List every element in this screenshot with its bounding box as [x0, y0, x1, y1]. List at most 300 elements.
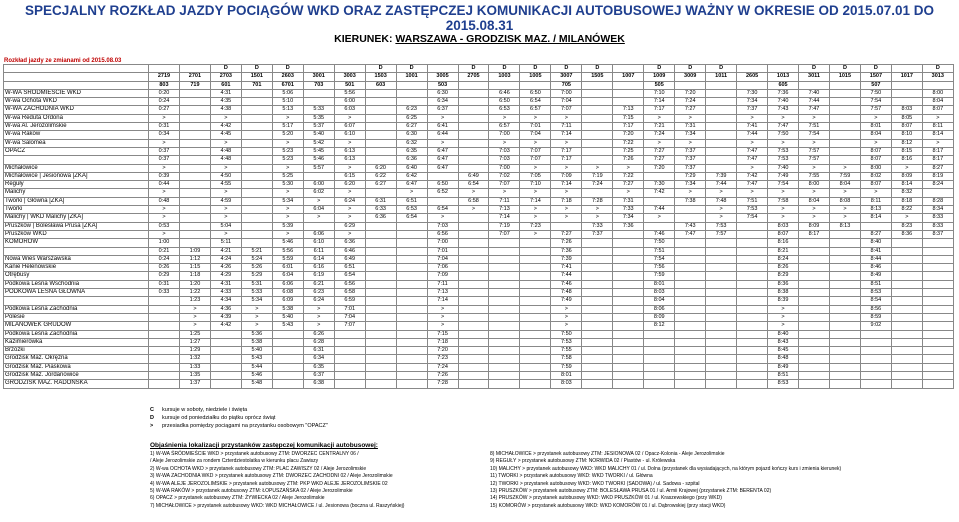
time-cell [365, 347, 396, 355]
time-cell: > [272, 164, 303, 172]
time-cell: 6:47 [427, 164, 458, 172]
time-cell [489, 305, 520, 313]
time-cell: 7:57 [799, 156, 830, 164]
time-cell [891, 305, 922, 313]
time-cell: 2603 [272, 73, 303, 81]
time-cell [210, 371, 241, 379]
time-cell: 6:25 [396, 114, 427, 122]
time-cell [582, 255, 613, 263]
time-cell: 7:09 [551, 172, 582, 180]
time-cell [922, 247, 953, 255]
time-cell: 5:31 [241, 280, 272, 288]
time-cell: 7:19 [489, 222, 520, 230]
time-cell [706, 338, 737, 346]
time-cell: 8:28 [922, 197, 953, 205]
time-cell [799, 81, 830, 89]
time-cell: > [241, 313, 272, 321]
time-cell: 6:24 [334, 197, 365, 205]
time-cell: 8:02 [860, 172, 891, 180]
table-row [4, 371, 954, 379]
time-cell [706, 139, 737, 147]
time-cell: 8:17 [799, 230, 830, 238]
time-cell: 5:04 [210, 222, 241, 230]
time-cell: > [334, 164, 365, 172]
legend [150, 406, 328, 430]
time-cell: 5:34 [272, 197, 303, 205]
time-cell [365, 371, 396, 379]
time-cell [582, 272, 613, 280]
time-cell: D [365, 65, 396, 73]
time-cell [675, 239, 706, 247]
time-cell: > [829, 164, 860, 172]
time-cell [365, 297, 396, 305]
station-name: KOMORÓW [4, 239, 149, 247]
time-cell [613, 89, 644, 97]
time-cell [922, 338, 953, 346]
time-cell [737, 65, 768, 73]
table-row [4, 164, 954, 172]
time-cell [675, 247, 706, 255]
table-row [4, 206, 954, 214]
route-subtitle [0, 33, 959, 46]
time-cell: 7:07 [489, 181, 520, 189]
time-cell [489, 289, 520, 297]
day-marker-row [4, 65, 954, 73]
time-cell: 6:56 [427, 230, 458, 238]
time-cell: 8:43 [768, 338, 799, 346]
time-cell [799, 264, 830, 272]
time-cell [520, 363, 551, 371]
time-cell: 6:30 [396, 131, 427, 139]
station-name: Reguły [4, 181, 149, 189]
time-cell [644, 347, 675, 355]
time-cell: 0:37 [149, 147, 180, 155]
time-cell: 0:21 [149, 247, 180, 255]
time-cell [922, 189, 953, 197]
time-cell [582, 355, 613, 363]
time-cell: 6:36 [396, 156, 427, 164]
time-cell: 1:29 [179, 347, 210, 355]
time-cell [922, 297, 953, 305]
time-cell: 7:48 [706, 197, 737, 205]
time-cell [829, 272, 860, 280]
time-cell: 1501 [241, 73, 272, 81]
time-cell: 8:23 [891, 222, 922, 230]
notes-title: Objaśnienia lokalizacji przystanków zastępczej komunikacji autobusowej: [150, 442, 378, 449]
time-cell: > [149, 214, 180, 222]
time-cell [241, 172, 272, 180]
time-cell [675, 355, 706, 363]
time-cell [706, 380, 737, 388]
time-cell: 505 [644, 81, 675, 89]
time-cell: 8:09 [644, 313, 675, 321]
time-cell: 7:53 [706, 222, 737, 230]
time-cell: 8:12 [644, 322, 675, 330]
time-cell [582, 81, 613, 89]
time-cell [427, 65, 458, 73]
time-cell [458, 305, 489, 313]
time-cell [179, 189, 210, 197]
time-cell: 7:24 [427, 363, 458, 371]
time-cell [613, 247, 644, 255]
time-cell: 8:46 [860, 264, 891, 272]
time-cell [396, 222, 427, 230]
time-cell: 8:45 [768, 347, 799, 355]
time-cell: 7:49 [768, 172, 799, 180]
time-cell: 7:55 [799, 172, 830, 180]
time-cell: 8:36 [891, 230, 922, 238]
time-cell [241, 197, 272, 205]
time-cell [829, 239, 860, 247]
time-cell: 0:31 [149, 123, 180, 131]
time-cell [613, 297, 644, 305]
note-line: 1) W-WA ŚRÓDMIEŚCIE WKD > przystanek autobusowy ZTM: DWORZEC CENTRALNY 06 / [150, 451, 359, 457]
time-cell: 7:46 [551, 280, 582, 288]
time-cell: 8:03 [891, 106, 922, 114]
table-row [4, 172, 954, 180]
time-cell [613, 255, 644, 263]
time-cell: 6:47 [427, 147, 458, 155]
time-cell: 2719 [149, 73, 180, 81]
time-cell [799, 305, 830, 313]
time-cell [458, 380, 489, 388]
time-cell [891, 347, 922, 355]
time-cell [675, 363, 706, 371]
time-cell [241, 131, 272, 139]
time-cell [520, 322, 551, 330]
time-cell [860, 330, 891, 338]
legend-item [150, 414, 328, 422]
time-cell: 4:24 [210, 255, 241, 263]
time-cell: 8:01 [551, 371, 582, 379]
time-cell [582, 280, 613, 288]
time-cell [799, 371, 830, 379]
time-cell: 4:36 [210, 305, 241, 313]
time-cell: 507 [860, 81, 891, 89]
time-cell: 6:35 [303, 363, 334, 371]
time-cell: 6:38 [303, 380, 334, 388]
time-cell: 7:13 [489, 206, 520, 214]
time-cell [829, 313, 860, 321]
time-cell [458, 81, 489, 89]
course-number-row [4, 81, 954, 89]
time-cell: 7:18 [551, 197, 582, 205]
time-cell: 7:06 [427, 264, 458, 272]
time-cell [922, 280, 953, 288]
table-row [4, 305, 954, 313]
time-cell [582, 114, 613, 122]
time-cell: > [149, 189, 180, 197]
time-cell [737, 305, 768, 313]
time-cell [179, 106, 210, 114]
time-cell [922, 371, 953, 379]
time-cell [737, 371, 768, 379]
time-cell [396, 322, 427, 330]
time-cell: 7:36 [551, 247, 582, 255]
time-cell: 7:47 [737, 181, 768, 189]
time-cell: 6:11 [303, 247, 334, 255]
time-cell: 8:04 [799, 197, 830, 205]
time-cell: 5:35 [303, 114, 334, 122]
time-cell [737, 380, 768, 388]
time-cell [829, 156, 860, 164]
time-cell [241, 164, 272, 172]
time-cell [891, 313, 922, 321]
time-cell: > [149, 114, 180, 122]
time-cell [829, 355, 860, 363]
time-cell: 8:53 [768, 380, 799, 388]
time-cell [272, 347, 303, 355]
time-cell: 6:53 [489, 106, 520, 114]
time-cell: 7:27 [613, 181, 644, 189]
time-cell: 6:33 [365, 206, 396, 214]
time-cell: 7:24 [582, 181, 613, 189]
time-cell: 1:20 [179, 280, 210, 288]
time-cell: 7:44 [644, 206, 675, 214]
time-cell: 8:01 [860, 123, 891, 131]
time-cell [799, 272, 830, 280]
time-cell [860, 338, 891, 346]
time-cell: 5:37 [303, 123, 334, 131]
station-name: Michałowice [4, 164, 149, 172]
time-cell: 7:39 [551, 255, 582, 263]
table-row [4, 330, 954, 338]
time-cell [520, 289, 551, 297]
time-cell: > [334, 214, 365, 222]
time-cell: 701 [241, 81, 272, 89]
time-cell: 5:13 [272, 106, 303, 114]
time-cell: 8:01 [644, 280, 675, 288]
time-cell: 7:42 [737, 172, 768, 180]
time-cell: 8:40 [768, 330, 799, 338]
time-cell [860, 222, 891, 230]
time-cell: > [272, 206, 303, 214]
time-cell: > [551, 214, 582, 222]
time-cell [829, 255, 860, 263]
time-cell [922, 355, 953, 363]
time-cell: 2605 [737, 73, 768, 81]
time-cell: 8:00 [799, 181, 830, 189]
time-cell: 7:04 [334, 313, 365, 321]
time-cell: 8:16 [891, 156, 922, 164]
time-cell: 6:42 [396, 172, 427, 180]
time-cell [365, 139, 396, 147]
time-cell [365, 264, 396, 272]
time-cell [489, 371, 520, 379]
time-cell: 6:51 [396, 197, 427, 205]
time-cell: > [241, 322, 272, 330]
time-cell: 6:54 [427, 206, 458, 214]
time-cell: > [829, 206, 860, 214]
time-cell: > [427, 139, 458, 147]
time-cell [396, 371, 427, 379]
time-cell: 1011 [706, 73, 737, 81]
time-cell [582, 289, 613, 297]
time-cell: 705 [551, 81, 582, 89]
time-cell [675, 338, 706, 346]
note-line: 2) W-wa OCHOTA WKD > przystanek autobusowy ZTM: PLAC ZAWISZY 02 / Aleje Jerozolimskie [150, 465, 367, 472]
time-cell [149, 322, 180, 330]
time-cell: 8:07 [860, 181, 891, 189]
time-cell [706, 264, 737, 272]
table-row [4, 106, 954, 114]
time-cell [179, 123, 210, 131]
time-cell [458, 239, 489, 247]
time-cell: > [427, 214, 458, 222]
time-cell: > [613, 164, 644, 172]
time-cell: 5:38 [272, 305, 303, 313]
time-cell [365, 106, 396, 114]
time-cell: D [210, 65, 241, 73]
time-cell: > [427, 313, 458, 321]
time-cell [334, 330, 365, 338]
time-cell: 6:36 [365, 214, 396, 222]
time-cell: > [334, 189, 365, 197]
time-cell [520, 330, 551, 338]
time-cell: 7:42 [644, 189, 675, 197]
station-name [4, 65, 149, 73]
time-cell [582, 264, 613, 272]
time-cell [520, 313, 551, 321]
time-cell: 603 [365, 81, 396, 89]
table-row [4, 139, 954, 147]
time-cell [829, 305, 860, 313]
time-cell: 6:27 [396, 123, 427, 131]
time-cell [706, 363, 737, 371]
time-cell [922, 272, 953, 280]
time-cell [706, 280, 737, 288]
note-line: 9) REGUŁY > przystanek autobusowy ZTM: NORWIDA 02 / Piastów - ul. Królewska [490, 458, 676, 465]
time-cell [365, 147, 396, 155]
time-cell [303, 89, 334, 97]
time-cell [829, 264, 860, 272]
time-cell [458, 338, 489, 346]
time-cell [922, 255, 953, 263]
time-cell: > [489, 139, 520, 147]
time-cell [706, 98, 737, 106]
legend-item [150, 422, 328, 430]
time-cell: 5:43 [241, 355, 272, 363]
time-cell: 7:17 [613, 123, 644, 131]
time-cell: 503 [427, 81, 458, 89]
time-cell: 6:23 [303, 289, 334, 297]
time-cell [675, 255, 706, 263]
time-cell: 7:37 [737, 106, 768, 114]
time-cell [799, 289, 830, 297]
time-cell [737, 322, 768, 330]
time-cell [241, 114, 272, 122]
time-cell [149, 338, 180, 346]
time-cell [396, 347, 427, 355]
time-cell [365, 131, 396, 139]
time-cell: 6:58 [334, 289, 365, 297]
time-cell: 7:11 [551, 123, 582, 131]
time-cell: 8:03 [768, 222, 799, 230]
time-cell [303, 222, 334, 230]
time-cell: > [706, 214, 737, 222]
time-cell: 8:33 [922, 214, 953, 222]
station-name: W-wa Ochota WKD [4, 98, 149, 106]
time-cell: > [427, 114, 458, 122]
table-row [4, 363, 954, 371]
time-cell [365, 330, 396, 338]
time-cell: 8:13 [829, 222, 860, 230]
time-cell [613, 264, 644, 272]
time-cell [365, 239, 396, 247]
time-cell [582, 338, 613, 346]
time-cell [489, 255, 520, 263]
time-cell: > [520, 206, 551, 214]
time-cell: 0:24 [149, 98, 180, 106]
time-cell: > [458, 206, 489, 214]
table-row [4, 147, 954, 155]
time-cell [179, 98, 210, 106]
time-cell [179, 156, 210, 164]
time-cell: 6:49 [334, 255, 365, 263]
time-cell [396, 81, 427, 89]
time-cell [737, 264, 768, 272]
time-cell [458, 230, 489, 238]
time-cell [520, 247, 551, 255]
time-cell [829, 89, 860, 97]
time-cell: 6:02 [303, 189, 334, 197]
time-cell [396, 363, 427, 371]
time-cell [582, 189, 613, 197]
time-cell [365, 89, 396, 97]
time-cell: 5:40 [303, 131, 334, 139]
time-cell: 7:04 [551, 98, 582, 106]
time-cell: 8:49 [860, 272, 891, 280]
time-cell [737, 330, 768, 338]
time-cell [737, 272, 768, 280]
time-cell: 6:14 [303, 255, 334, 263]
time-cell: > [551, 189, 582, 197]
time-cell [272, 330, 303, 338]
station-name: W-wa Al. Jerozolimskie [4, 123, 149, 131]
time-cell [675, 289, 706, 297]
time-cell: 7:50 [551, 330, 582, 338]
time-cell [365, 313, 396, 321]
time-cell: 6:57 [520, 106, 551, 114]
time-cell [241, 222, 272, 230]
time-cell: 7:57 [860, 106, 891, 114]
time-cell [489, 239, 520, 247]
time-cell: 1:22 [179, 289, 210, 297]
time-cell: 8:07 [860, 147, 891, 155]
time-cell: 8:06 [644, 305, 675, 313]
time-cell [644, 380, 675, 388]
time-cell [179, 172, 210, 180]
time-cell: 8:07 [891, 123, 922, 131]
time-cell [706, 131, 737, 139]
time-cell [149, 347, 180, 355]
time-cell: 1507 [860, 73, 891, 81]
time-cell [489, 272, 520, 280]
time-cell: 8:09 [891, 172, 922, 180]
time-cell: 8:24 [768, 255, 799, 263]
time-cell: 7:22 [613, 172, 644, 180]
time-cell: D [241, 65, 272, 73]
station-name: GRODZISK MAZ. RADOŃSKA [4, 380, 149, 388]
time-cell: 7:56 [644, 264, 675, 272]
time-cell: 7:20 [427, 347, 458, 355]
table-row [4, 338, 954, 346]
time-cell: 8:24 [922, 181, 953, 189]
time-cell: 7:41 [737, 123, 768, 131]
table-row [4, 247, 954, 255]
time-cell: 8:04 [644, 297, 675, 305]
time-cell [706, 371, 737, 379]
